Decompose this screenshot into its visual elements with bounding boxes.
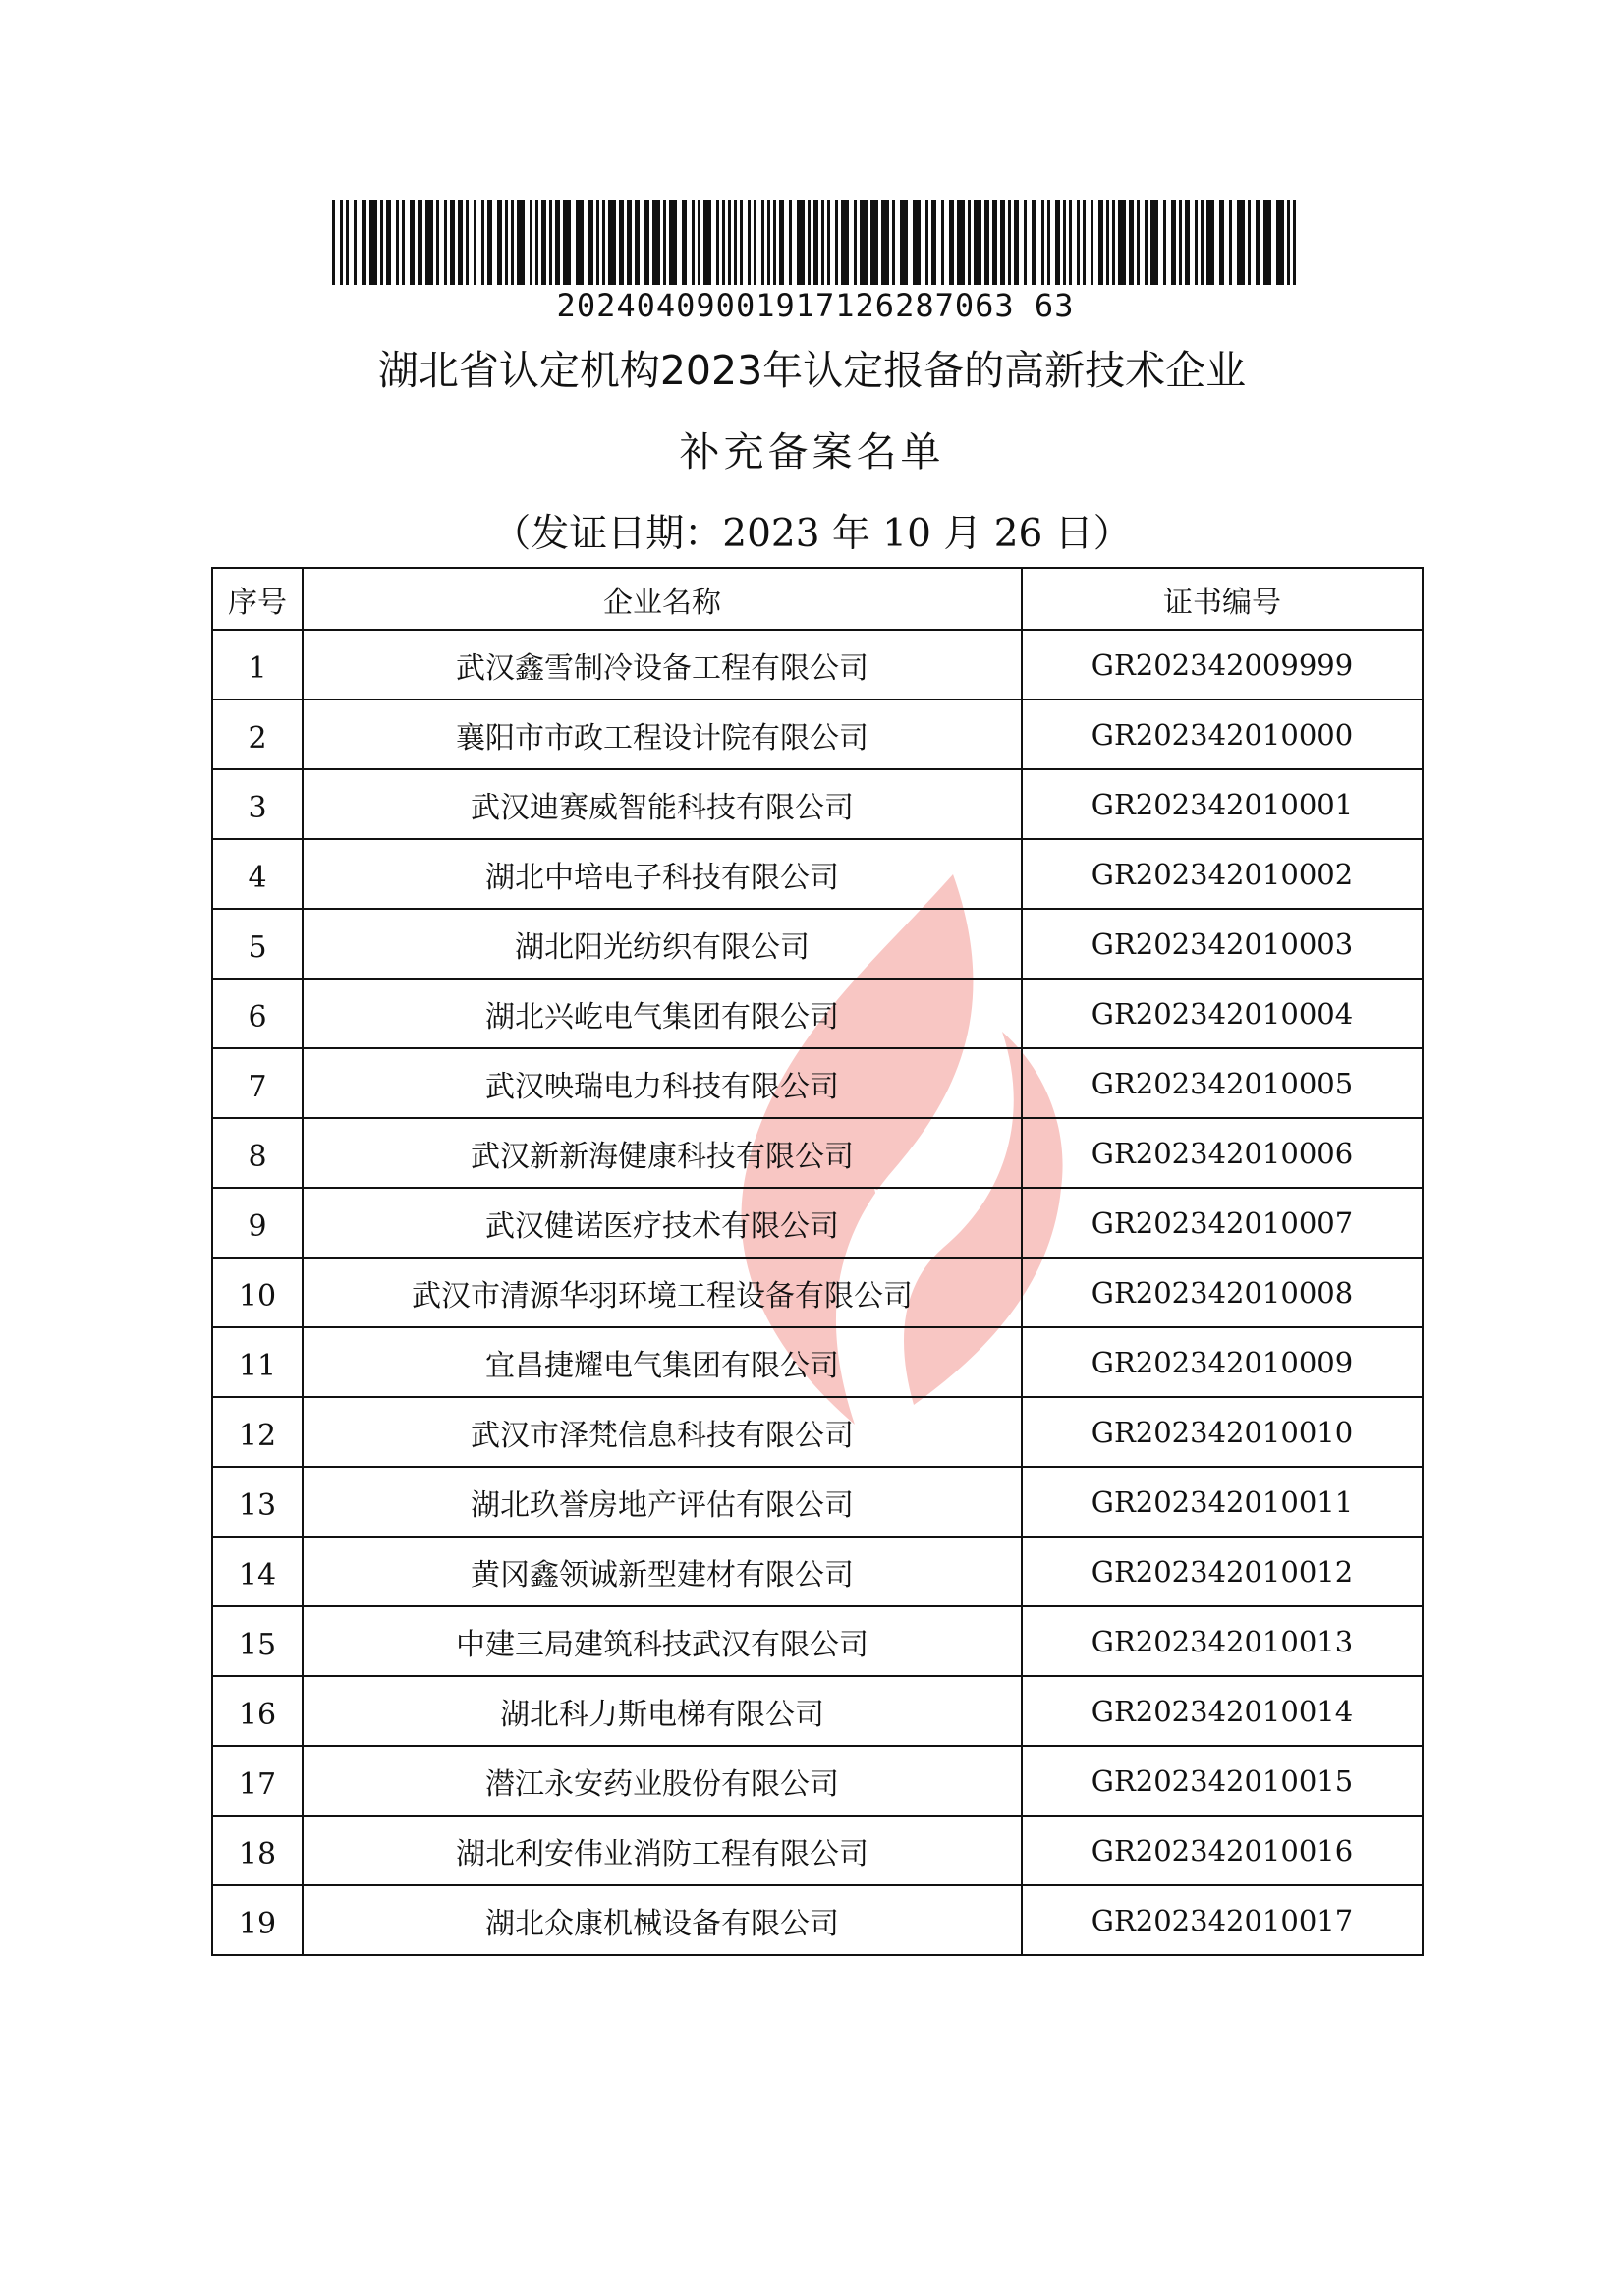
barcode-bar [369, 200, 377, 285]
barcode-bar [992, 200, 997, 285]
header-enterprise-name: 企业名称 [303, 568, 1022, 630]
barcode-bar [362, 200, 366, 285]
barcode-bar [1150, 200, 1158, 285]
barcode-bar [773, 200, 776, 285]
table-row [212, 1746, 1423, 1816]
barcode-bar [466, 200, 469, 285]
row-certificate-number: GR202342010015 [1022, 1746, 1423, 1816]
barcode-bar [754, 200, 756, 285]
row-serial-number: 6 [212, 979, 303, 1048]
barcode-bar [396, 200, 399, 285]
barcode-bar [881, 200, 889, 285]
row-serial-number: 19 [212, 1885, 303, 1955]
barcode-bar [418, 200, 422, 285]
row-serial-number: 14 [212, 1537, 303, 1606]
barcode-bar [608, 200, 616, 285]
table-row [212, 700, 1423, 769]
row-enterprise-name: 宜昌捷耀电气集团有限公司 [303, 1327, 1022, 1397]
row-certificate-number: GR202342010002 [1022, 839, 1423, 909]
row-serial-number: 17 [212, 1746, 303, 1816]
row-certificate-number: GR202342010014 [1022, 1676, 1423, 1746]
barcode-bar [931, 200, 936, 285]
row-serial-number: 5 [212, 909, 303, 979]
barcode-bar [682, 200, 687, 285]
barcode-bar [827, 200, 830, 285]
row-certificate-number: GR202342009999 [1022, 630, 1423, 700]
barcode-bar [1014, 200, 1019, 285]
barcode-bar [1047, 200, 1050, 285]
table-row [212, 1118, 1423, 1188]
barcode-bar [1069, 200, 1072, 285]
barcode-bar [761, 200, 764, 285]
barcode-bar [1106, 200, 1109, 285]
row-enterprise-name: 武汉市泽梵信息科技有限公司 [303, 1397, 1022, 1467]
row-certificate-number: GR202342010003 [1022, 909, 1423, 979]
row-certificate-number: GR202342010011 [1022, 1467, 1423, 1537]
barcode-bar [602, 200, 605, 285]
barcode-bar [1219, 200, 1224, 285]
row-serial-number: 18 [212, 1816, 303, 1885]
barcode-bar [1083, 200, 1086, 285]
barcode-bar [1195, 200, 1198, 285]
barcode-bar [1032, 200, 1036, 285]
row-certificate-number: GR202342010001 [1022, 769, 1423, 839]
row-enterprise-name: 湖北兴屹电气集团有限公司 [303, 979, 1022, 1048]
barcode-bar [1091, 200, 1093, 285]
barcode-bar [530, 200, 532, 285]
barcode-bar [354, 200, 357, 285]
barcode-bar [346, 200, 349, 285]
row-enterprise-name: 湖北玖誉房地产评估有限公司 [303, 1467, 1022, 1537]
barcode-bar [957, 200, 965, 285]
barcode-bar [835, 200, 838, 285]
enterprise-list-table [211, 567, 1424, 1956]
barcode-bar [1287, 200, 1290, 285]
barcode-bar [692, 200, 695, 285]
row-enterprise-name: 武汉映瑞电力科技有限公司 [303, 1048, 1022, 1118]
table-row [212, 630, 1423, 700]
row-certificate-number: GR202342010005 [1022, 1048, 1423, 1118]
barcode-bar [1185, 200, 1190, 285]
row-serial-number: 2 [212, 700, 303, 769]
barcode-bar [900, 200, 908, 285]
barcode-bar [380, 200, 383, 285]
barcode-bar [722, 200, 725, 285]
row-enterprise-name: 武汉迪赛威智能科技有限公司 [303, 769, 1022, 839]
barcode-bar [635, 200, 640, 285]
barcode-bar [1077, 200, 1080, 285]
barcode-bar [1293, 200, 1296, 285]
barcode-bar [444, 200, 447, 285]
barcode-bar [1206, 200, 1214, 285]
barcode-bar [474, 200, 476, 285]
barcode-bar [340, 200, 343, 285]
row-certificate-number: GR202342010017 [1022, 1885, 1423, 1955]
table-row [212, 1885, 1423, 1955]
barcode-bar [1276, 200, 1284, 285]
barcode-bar [332, 200, 335, 285]
barcode-bar [925, 200, 928, 285]
table-row [212, 1467, 1423, 1537]
row-enterprise-name: 湖北科力斯电梯有限公司 [303, 1676, 1022, 1746]
barcode-bar [669, 200, 677, 285]
barcode-bar [748, 200, 751, 285]
barcode-bar [1008, 200, 1011, 285]
header-serial-number: 序号 [212, 568, 303, 630]
barcode-bar [1098, 200, 1103, 285]
barcode-bar [450, 200, 455, 285]
row-enterprise-name: 湖北阳光纺织有限公司 [303, 909, 1022, 979]
barcode-bar [974, 200, 981, 285]
barcode-bar [576, 200, 584, 285]
barcode-number: 20240409001917126287063 63 [556, 287, 1075, 324]
barcode-bar [425, 200, 433, 285]
barcode-bar [740, 200, 743, 285]
row-enterprise-name: 武汉市清源华羽环境工程设备有限公司 [303, 1258, 1022, 1327]
row-serial-number: 15 [212, 1606, 303, 1676]
barcode-bar [588, 200, 593, 285]
row-serial-number: 16 [212, 1676, 303, 1746]
table-row [212, 1537, 1423, 1606]
barcode-bar [1179, 200, 1182, 285]
row-serial-number: 11 [212, 1327, 303, 1397]
barcode-bar [1171, 200, 1176, 285]
barcode-bar [949, 200, 954, 285]
barcode-bar [703, 200, 711, 285]
barcode-bar [913, 200, 921, 285]
row-certificate-number: GR202342010010 [1022, 1397, 1423, 1467]
barcode-bar [1063, 200, 1066, 285]
row-serial-number: 9 [212, 1188, 303, 1258]
row-certificate-number: GR202342010012 [1022, 1537, 1423, 1606]
barcode-bar [1237, 200, 1245, 285]
row-certificate-number: GR202342010004 [1022, 979, 1423, 1048]
row-certificate-number: GR202342010000 [1022, 700, 1423, 769]
barcode-bar [596, 200, 599, 285]
barcode-bar [458, 200, 463, 285]
barcode-bar [652, 200, 660, 285]
row-certificate-number: GR202342010013 [1022, 1606, 1423, 1676]
barcode-bar [663, 200, 666, 285]
document-title: 湖北省认定机构2023年认定报备的高新技术企业 [377, 347, 1247, 394]
barcode-bar [1112, 200, 1115, 285]
barcode-bar [1041, 200, 1044, 285]
row-certificate-number: GR202342010009 [1022, 1327, 1423, 1397]
barcode-bar [870, 200, 878, 285]
row-serial-number: 10 [212, 1258, 303, 1327]
table-row [212, 1048, 1423, 1118]
barcode-bar [541, 200, 546, 285]
barcode-bar [808, 200, 811, 285]
barcode-bar [619, 200, 624, 285]
barcode-bar [892, 200, 895, 285]
table-row [212, 1258, 1423, 1327]
barcode-icon [332, 200, 1299, 285]
barcode-bar [535, 200, 538, 285]
row-serial-number: 1 [212, 630, 303, 700]
barcode-bar [1137, 200, 1140, 285]
barcode-bar [1163, 200, 1166, 285]
barcode-bar [728, 200, 731, 285]
table-row [212, 1327, 1423, 1397]
barcode-bar [860, 200, 868, 285]
barcode-bar [497, 200, 502, 285]
barcode-bar [481, 200, 484, 285]
barcode-bar [813, 200, 818, 285]
row-serial-number: 8 [212, 1118, 303, 1188]
barcode-bar [1129, 200, 1134, 285]
barcode-bar [511, 200, 514, 285]
barcode-bar [644, 200, 649, 285]
table-row [212, 839, 1423, 909]
barcode-bar [402, 200, 405, 285]
barcode-bar [984, 200, 989, 285]
row-enterprise-name: 武汉新新海健康科技有限公司 [303, 1118, 1022, 1188]
row-serial-number: 13 [212, 1467, 303, 1537]
table-header-row [212, 568, 1423, 630]
barcode-bar [1024, 200, 1027, 285]
row-enterprise-name: 黄冈鑫领诚新型建材有限公司 [303, 1537, 1022, 1606]
table-row [212, 909, 1423, 979]
table-row [212, 769, 1423, 839]
barcode-bar [698, 200, 700, 285]
barcode-bar [789, 200, 792, 285]
barcode-bar [1118, 200, 1126, 285]
header-certificate-number: 证书编号 [1022, 568, 1423, 630]
barcode-bar [549, 200, 552, 285]
table-row [212, 1397, 1423, 1467]
table-row [212, 1606, 1423, 1676]
barcode-bar [1055, 200, 1060, 285]
barcode-bar [410, 200, 415, 285]
barcode-bar [517, 200, 525, 285]
table-row [212, 1188, 1423, 1258]
row-enterprise-name: 襄阳市市政工程设计院有限公司 [303, 700, 1022, 769]
barcode-bar [941, 200, 944, 285]
barcode-bar [1000, 200, 1005, 285]
document-title-line2: 补充备案名单 [679, 428, 945, 476]
row-enterprise-name: 中建三局建筑科技武汉有限公司 [303, 1606, 1022, 1676]
barcode-bar [797, 200, 805, 285]
barcode-bar [968, 200, 971, 285]
barcode-bar [1248, 200, 1251, 285]
barcode-bar [1263, 200, 1271, 285]
issue-date-subtitle: （发证日期：2023 年 10 月 26 日） [492, 512, 1132, 556]
barcode-bar [555, 200, 560, 285]
barcode-bar [1145, 200, 1148, 285]
row-certificate-number: GR202342010016 [1022, 1816, 1423, 1885]
barcode-bar [1229, 200, 1232, 285]
table-row [212, 1816, 1423, 1885]
barcode-bar [841, 200, 849, 285]
barcode-bar [386, 200, 391, 285]
barcode-bar [487, 200, 492, 285]
barcode-bar [716, 200, 719, 285]
row-serial-number: 12 [212, 1397, 303, 1467]
row-serial-number: 7 [212, 1048, 303, 1118]
barcode-bar [821, 200, 824, 285]
barcode-bar [779, 200, 784, 285]
row-enterprise-name: 湖北众康机械设备有限公司 [303, 1885, 1022, 1955]
barcode-bar [627, 200, 632, 285]
barcode-bar [854, 200, 857, 285]
row-certificate-number: GR202342010008 [1022, 1258, 1423, 1327]
table-row [212, 1676, 1423, 1746]
row-enterprise-name: 武汉健诺医疗技术有限公司 [303, 1188, 1022, 1258]
barcode-bar [734, 200, 737, 285]
barcode-bar [563, 200, 571, 285]
row-enterprise-name: 潜江永安药业股份有限公司 [303, 1746, 1022, 1816]
barcode-bar [767, 200, 770, 285]
barcode-bar [1201, 200, 1204, 285]
row-enterprise-name: 武汉鑫雪制冷设备工程有限公司 [303, 630, 1022, 700]
row-enterprise-name: 湖北中培电子科技有限公司 [303, 839, 1022, 909]
barcode-bar [1256, 200, 1260, 285]
barcode-bar [505, 200, 508, 285]
row-serial-number: 3 [212, 769, 303, 839]
row-certificate-number: GR202342010006 [1022, 1118, 1423, 1188]
row-certificate-number: GR202342010007 [1022, 1188, 1423, 1258]
row-serial-number: 4 [212, 839, 303, 909]
barcode-bar [436, 200, 439, 285]
table-row [212, 979, 1423, 1048]
row-enterprise-name: 湖北利安伟业消防工程有限公司 [303, 1816, 1022, 1885]
